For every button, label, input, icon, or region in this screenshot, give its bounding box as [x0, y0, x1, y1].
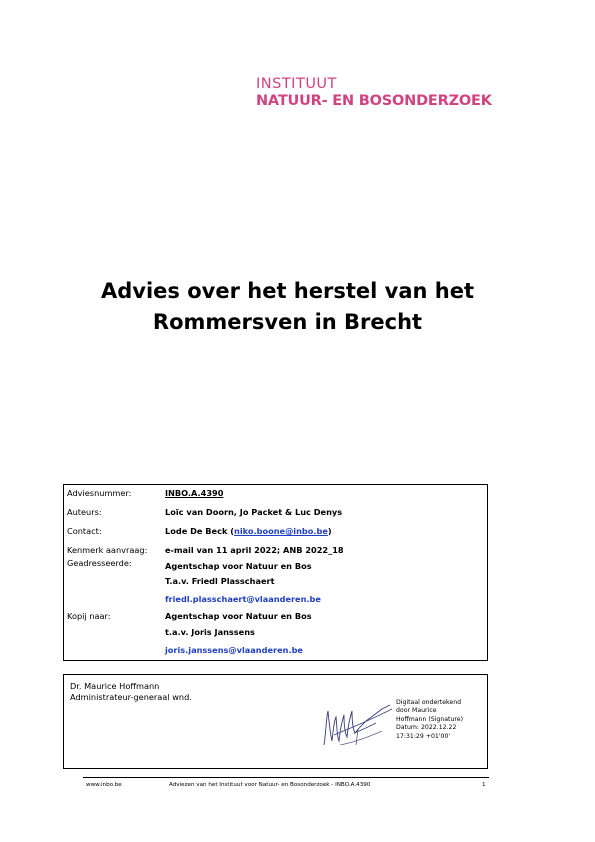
adviesnummer-label: Adviesnummer:: [67, 488, 132, 498]
logo-line-2: NATUUR- EN BOSONDERZOEK: [256, 93, 492, 109]
kopij-label: Kopij naar:: [67, 611, 111, 621]
kenmerk-label: Kenmerk aanvraag:: [67, 545, 148, 555]
footer-description: Adviezen van het Instituut voor Natuur- en Bosonderzoek - INBO.A.4390: [169, 782, 371, 788]
digital-line-4: Datum: 2022.12.22: [396, 724, 457, 732]
signature-box: [63, 674, 488, 769]
page-number: 1: [482, 782, 486, 788]
title-line-2: Rommersven in Brecht: [152, 310, 423, 334]
geadresseerde-email-link[interactable]: friedl.plasschaert@vlaanderen.be: [165, 594, 321, 604]
kopij-org: Agentschap voor Natuur en Bos: [165, 611, 312, 621]
title-line-1: Advies over het herstel van het: [101, 279, 474, 303]
inbo-logo: [256, 76, 492, 110]
document-title: [60, 276, 515, 338]
signatory-role: Administrateur-generaal wnd.: [70, 692, 192, 702]
adviesnummer-value: INBO.A.4390: [165, 488, 224, 498]
auteurs-value: Loïc van Doorn, Jo Packet & Luc Denys: [165, 507, 343, 517]
kopij-email-link[interactable]: joris.janssens@vlaanderen.be: [165, 645, 303, 655]
kopij-tav: t.a.v. Joris Janssens: [165, 627, 255, 637]
contact-name: Lode De Beck (: [165, 526, 234, 536]
handwritten-signature-icon: [320, 697, 400, 751]
logo-line-1: INSTITUUT: [256, 76, 337, 92]
digital-line-3: Hoffmann (Signature): [396, 715, 464, 723]
auteurs-label: Auteurs:: [67, 507, 102, 517]
kenmerk-value: e-mail van 11 april 2022; ANB 2022_18: [165, 545, 344, 555]
footer-divider: [83, 777, 489, 778]
contact-email-link[interactable]: niko.boone@inbo.be: [234, 526, 328, 536]
geadresseerde-label: Geadresseerde:: [67, 558, 132, 568]
advice-info-box: [63, 484, 488, 661]
digital-signature-info: [396, 699, 463, 741]
contact-close: ): [327, 526, 332, 536]
geadresseerde-tav: T.a.v. Friedl Plasschaert: [165, 576, 275, 586]
signatory-name: Dr. Maurice Hoffmann: [70, 681, 160, 691]
geadresseerde-org: Agentschap voor Natuur en Bos: [165, 561, 312, 571]
contact-value: [165, 526, 332, 537]
footer-website[interactable]: www.inbo.be: [86, 782, 122, 788]
contact-label: Contact:: [67, 526, 102, 536]
digital-line-5: 17:31:29 +01'00': [396, 732, 451, 740]
digital-line-1: Digitaal ondertekend: [396, 699, 462, 706]
digital-line-2: door Maurice: [396, 707, 437, 715]
